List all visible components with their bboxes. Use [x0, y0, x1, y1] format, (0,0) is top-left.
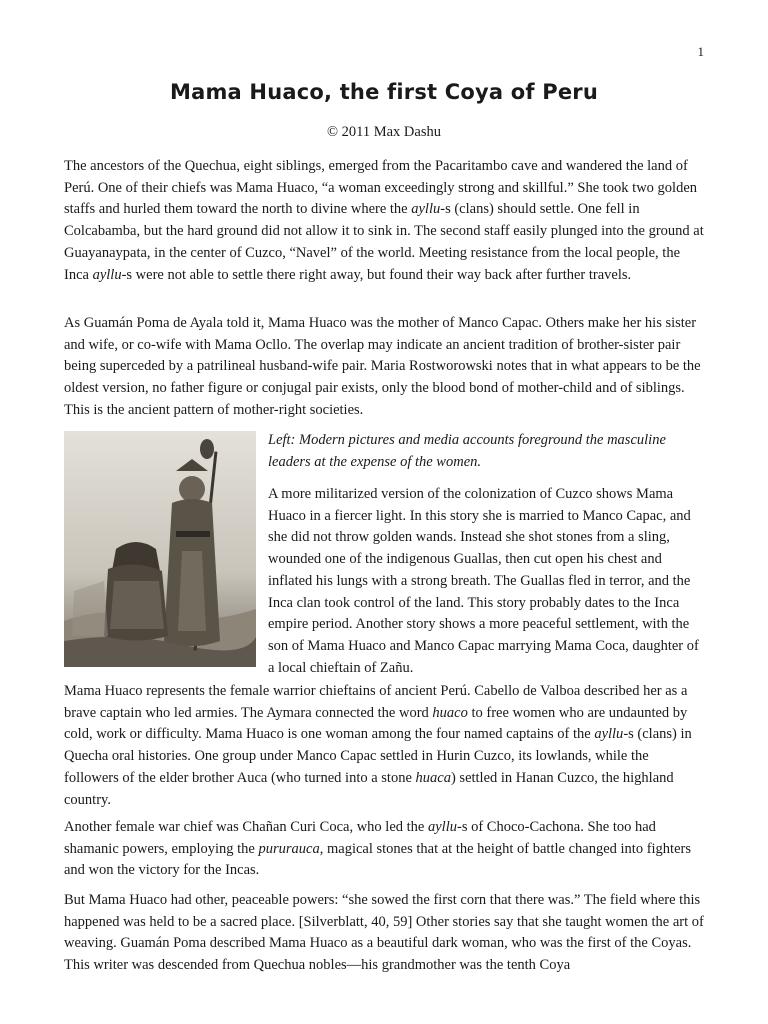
- text-run: Another female war chief was Chañan Curi Coca, who led the: [64, 819, 428, 835]
- paragraph-guaman-poma: As Guamán Poma de Ayala told it, Mama Huaco was the mother of Manco Capac. Others make her his sister and wife, or co-wife with Mama Ocllo. The overlap may indicate an ancient tradition of brother-sister pair being superceded by a patrilineal husband-wife pair. Maria Rostworowski notes that in what appears to be the oldest version, no father figure or conjugal pair exists, only the blood bond of mother-child and of siblings. This is the ancient pattern of mother-right societies.: [64, 315, 701, 418]
- italic-term: ayllu: [92, 266, 122, 283]
- paragraph-militarized-version: A more militarized version of the colonization of Cuzco shows Mama Huaco in a fiercer light. In this story she is married to Manco Capac, and she did not throw golden wands. Instead she shot stones from a sling, wounded one of the indigenous Guallas, then cut open his chest and inflated his lungs with a strong breath. The Guallas fled in terror, and the Inca clan took control of the land. This story probably dates to the Inca empire period. Another story shows a more peaceful settlement, with the son of Mama Huaco and Manco Capac marrying Mama Coca, daughter of a local chieftain of Zañu.: [268, 486, 699, 676]
- italic-term: ayllu: [594, 726, 624, 743]
- page-number: 1: [697, 44, 704, 59]
- paragraph-peaceable-powers: But Mama Huaco had other, peaceable powers: “she sowed the first corn that there was.” The field where this happened was held to be a sacred place. [Silverblatt, 40, 59] Other stories say that she taught women the art of weaving. Guamán Poma described Mama Huaco as a beautiful dark woman, who was the first of the Coyas. This writer was descended from Quechua nobles—his grandmother was the tenth Coya: [64, 892, 704, 974]
- italic-term: pururauca: [258, 840, 320, 857]
- text-run: Mama Huaco represents the female warrior chieftains of ancient Perú. Cabello de Valboa described her as a brave captain who led armies. The Aymara connected the word: [64, 683, 688, 721]
- italic-term: huaco: [432, 704, 468, 721]
- engraving-illustration: [64, 431, 256, 667]
- paragraph-ancestors: [64, 156, 706, 286]
- italic-term: huaca: [415, 769, 451, 786]
- text-run: The ancestors of the Quechua, eight siblings, emerged from the Pacaritambo cave and wandered the land of Perú. One of their chiefs was Mama Huaco, “a woman exceedingly strong and skillful.” She took two golden staffs and hurled them toward the north to divine where the: [64, 158, 698, 218]
- paragraph-chanan-curi-coca: [64, 817, 706, 882]
- text-run: -s (clans) in Quecha oral histories. One group under Manco Capac settled in Hurin Cuzco, its lowlands, while the followers of the elder brother Auca (who turned into a stone: [64, 726, 692, 786]
- page-title: Mama Huaco, the first Coya of Peru: [170, 80, 598, 104]
- text-run: ) settled in Hanan Cuzco, the highland country.: [64, 769, 674, 808]
- text-run: -s were not able to settle there right away, but found their way back after further travels.: [121, 266, 632, 283]
- italic-term: ayllu: [411, 201, 441, 218]
- italic-term: ayllu: [428, 819, 457, 835]
- copyright-line: © 2011 Max Dashu: [327, 124, 441, 140]
- text-run: , magical stones that at the height of battle changed into fighters and won the victory for the Incas.: [64, 840, 691, 879]
- text-run: -s of Choco-Cachona. She too had shamanic powers, employing the: [64, 819, 656, 857]
- paragraph-warrior-chieftains: [64, 681, 706, 811]
- text-run: -s (clans) should settle. One fell in Colcabamba, but the hard ground did not allow it to sink in. The second staff easily plunged into the ground at Guayanaypata, in the center of Cuzco, “Navel” of the world. Meeting resistance from the local people, the Inca: [64, 201, 704, 283]
- image-caption: Left: Modern pictures and media accounts foreground the masculine leaders at the expense of the women.: [268, 432, 666, 470]
- text-run: to free women who are undaunted by cold, work or difficulty. Mama Huaco is one woman among the four named captains of the: [64, 704, 688, 743]
